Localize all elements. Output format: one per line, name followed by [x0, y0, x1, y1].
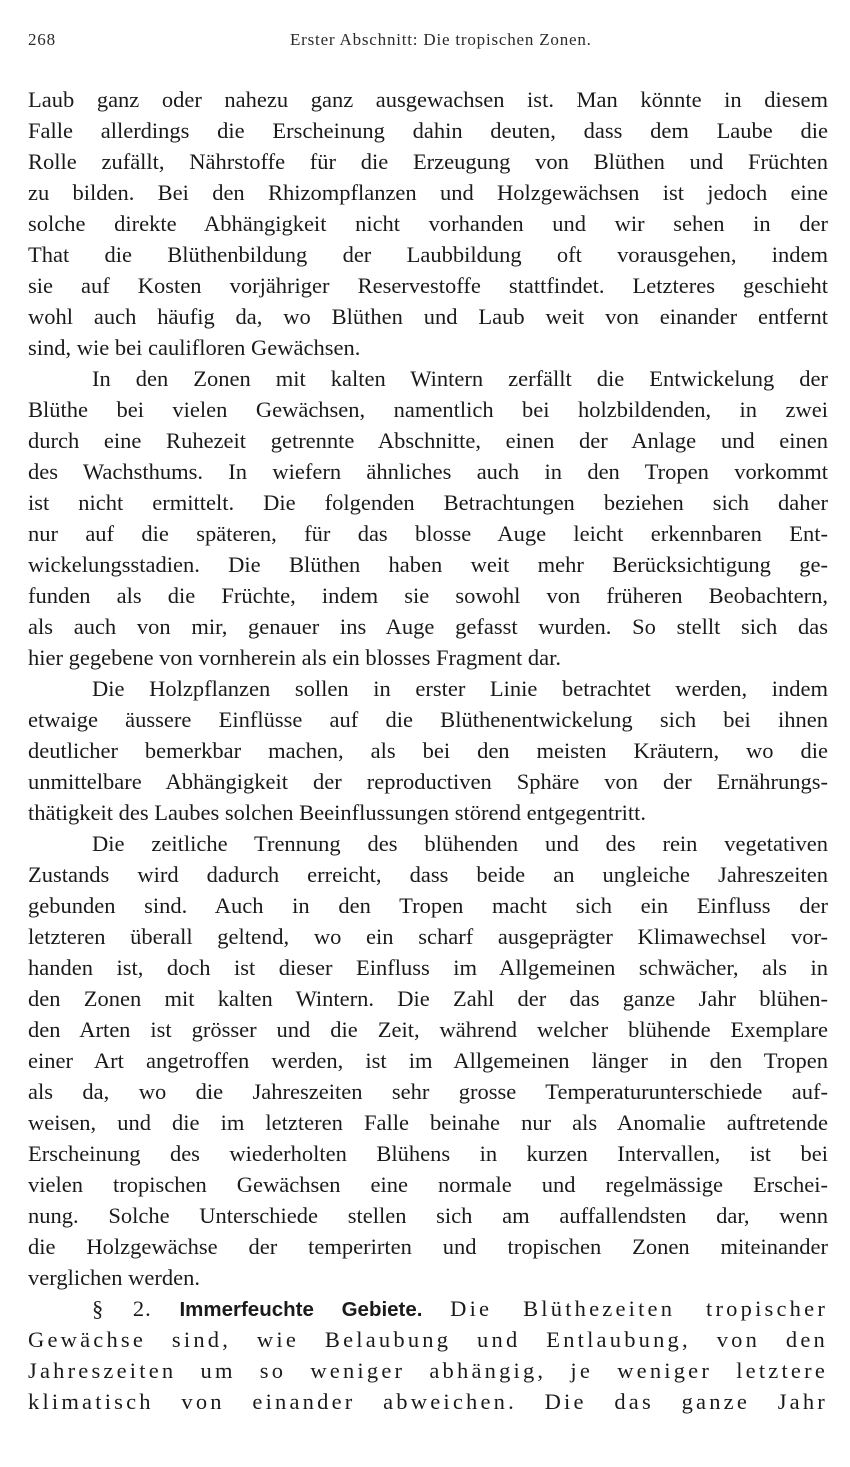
text-line: gebunden sind. Auch in den Tropen macht sich ein Einfluss der	[28, 893, 828, 918]
text-line: einer Art angetroffen werden, ist im Allgemeinen länger in den Tropen	[28, 1048, 828, 1073]
body-text	[28, 84, 828, 1417]
text-line: nur auf die späteren, für das blosse Auge leicht erkennbaren Ent-	[28, 521, 828, 546]
text-line: Laub ganz oder nahezu ganz ausgewachsen ist. Man könnte in diesem	[28, 87, 828, 112]
paragraph-first-line: Die zeitliche Trennung des blühenden und des rein vegetativen	[92, 831, 828, 856]
text-line: als da, wo die Jahreszeiten sehr grosse Temperaturunterschiede auf-	[28, 1079, 828, 1104]
text-line: durch eine Ruhezeit getrennte Abschnitte, einen der Anlage und einen	[28, 428, 828, 453]
section-heading-line	[28, 1293, 828, 1324]
text-line: den Zonen mit kalten Wintern. Die Zahl der das ganze Jahr blühen-	[28, 986, 828, 1011]
text-line: vielen tropischen Gewächsen eine normale und regelmässige Erschei-	[28, 1172, 828, 1197]
text-line: solche direkte Abhängigkeit nicht vorhanden und wir sehen in der	[28, 211, 828, 236]
text-line: Jahreszeiten um so weniger abhängig, je weniger letztere	[28, 1358, 828, 1383]
text-line: Erscheinung des wiederholten Blühens in kurzen Intervallen, ist bei	[28, 1141, 828, 1166]
text-line: weisen, und die im letzteren Falle beinahe nur als Anomalie auftretende	[28, 1110, 828, 1135]
section-first-line-text: Die Blüthezeiten tropischer	[450, 1296, 829, 1321]
section-title: Immerfeuchte Gebiete.	[179, 1298, 423, 1321]
text-line: klimatisch von einander abweichen. Die das ganze Jahr	[28, 1389, 828, 1414]
text-line: hier gegebene von vornherein als ein blosses Fragment dar.	[28, 645, 561, 670]
text-line: Rolle zufällt, Nährstoffe für die Erzeugung von Blüthen und Früchten	[28, 149, 828, 174]
text-line: Blüthe bei vielen Gewächsen, namentlich bei holzbildenden, in zwei	[28, 397, 828, 422]
text-line: handen ist, doch ist dieser Einfluss im Allgemeinen schwächer, als in	[28, 955, 828, 980]
text-line: Gewächse sind, wie Belaubung und Entlaubung, von den	[28, 1327, 828, 1352]
text-line: funden als die Früchte, indem sie sowohl von früheren Beobachtern,	[28, 583, 828, 608]
text-line: verglichen werden.	[28, 1265, 201, 1290]
text-line: sie auf Kosten vorjähriger Reservestoffe stattfindet. Letzteres geschieht	[28, 273, 828, 298]
text-line: Falle allerdings die Erscheinung dahin deuten, dass dem Laube die	[28, 118, 828, 143]
text-line: That die Blüthenbildung der Laubbildung oft vorausgehen, indem	[28, 242, 828, 267]
text-line: die Holzgewächse der temperirten und tropischen Zonen miteinander	[28, 1234, 828, 1259]
text-line: unmittelbare Abhängigkeit der reproductiven Sphäre von der Ernährungs-	[28, 769, 828, 794]
text-line: wickelungsstadien. Die Blüthen haben weit mehr Berücksichtigung ge-	[28, 552, 828, 577]
text-line: letzteren überall geltend, wo ein scharf ausgeprägter Klimawechsel vor-	[28, 924, 828, 949]
text-line: sind, wie bei caulifloren Gewächsen.	[28, 335, 361, 360]
text-line: als auch von mir, genauer ins Auge gefasst wurden. So stellt sich das	[28, 614, 828, 639]
text-line: ist nicht ermittelt. Die folgenden Betrachtungen beziehen sich daher	[28, 490, 828, 515]
text-line: etwaige äussere Einflüsse auf die Blüthenentwickelung sich bei ihnen	[28, 707, 828, 732]
text-line: wohl auch häufig da, wo Blüthen und Laub weit von einander entfernt	[28, 304, 828, 329]
text-line: nung. Solche Unterschiede stellen sich am auffallendsten dar, wenn	[28, 1203, 828, 1228]
running-header	[28, 30, 828, 60]
text-line: den Arten ist grösser und die Zeit, während welcher blühende Exemplare	[28, 1017, 828, 1042]
text-line: zu bilden. Bei den Rhizompflanzen und Holzgewächsen ist jedoch eine	[28, 180, 828, 205]
section-number: § 2.	[92, 1296, 152, 1321]
paragraph-first-line: In den Zonen mit kalten Wintern zerfällt die Entwickelung der	[92, 366, 828, 391]
text-line: deutlicher bemerkbar machen, als bei den meisten Kräutern, wo die	[28, 738, 828, 763]
text-line: Zustands wird dadurch erreicht, dass beide an ungleiche Jahreszeiten	[28, 862, 828, 887]
text-line: thätigkeit des Laubes solchen Beeinflussungen störend entgegentritt.	[28, 800, 646, 825]
paragraph-first-line: Die Holzpflanzen sollen in erster Linie betrachtet werden, indem	[92, 676, 828, 701]
running-title: Erster Abschnitt: Die tropischen Zonen.	[290, 30, 592, 49]
page-number: 268	[28, 30, 56, 49]
text-line: des Wachsthums. In wiefern ähnliches auch in den Tropen vorkommt	[28, 459, 828, 484]
